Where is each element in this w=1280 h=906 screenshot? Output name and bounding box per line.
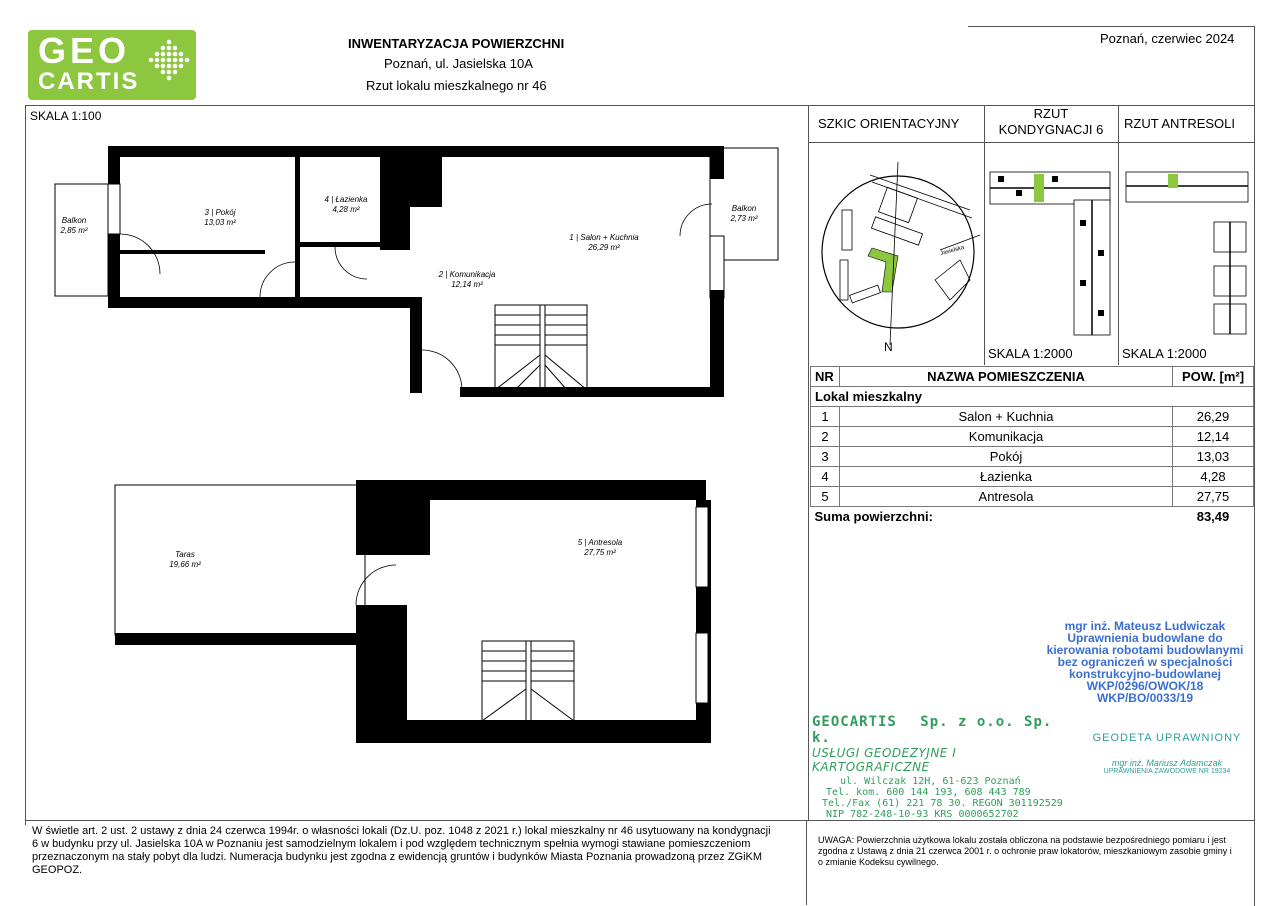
plan-divider [808,105,809,820]
left-rule [25,105,26,825]
panel-title-mezz: RZUT ANTRESOLI [1124,116,1236,131]
logo-dots-icon [144,38,194,94]
rooms-table [810,366,1254,526]
panel-title-floor: RZUT KONDYGNACJI 6 [998,106,1104,137]
room-label-balkon-1: Balkon 2,85 m² [60,216,88,235]
scale-label: SKALA 1:100 [30,109,102,123]
table-row [811,407,1254,427]
room-label-komunikacja: 2 | Komunikacja 12,14 m² [438,270,496,289]
stamp-line: bez ograniczeń w specjalności [1057,655,1233,669]
table-cell-area: 26,29 [1173,407,1254,427]
table-cell-name: Salon + Kuchnia [840,407,1173,427]
date-box-rule [968,26,1255,27]
stamp-line: mgr inż. Mateusz Ludwiczak [1064,619,1226,633]
company-legal: Sp. z o.o. Sp. k. [812,714,1053,746]
stamp-line: Uprawnienia budowlane do [1067,631,1223,645]
place-date: Poznań, czerwiec 2024 [1100,31,1235,46]
table-cell-name: Łazienka [840,467,1173,487]
table-sum-label: Suma powierzchni: [814,509,933,524]
table-header-row [811,367,1254,387]
table-sum-row [811,507,1254,527]
document-title: INWENTARYZACJA POWIERZCHNI [348,36,565,51]
table-header-name: NAZWA POMIESZCZENIA [840,367,1173,387]
surveyor-name: mgr inż. Mariusz Adamczak [1111,758,1223,768]
logo-text-geo: GEO [38,30,131,71]
stamp-line: WKP/BO/0033/19 [1096,691,1194,705]
table-cell-area: 13,03 [1173,447,1254,467]
room-label-pokoj: 3 | Pokój 13,03 m² [204,208,236,227]
room-label-taras: Taras 19,66 m² [169,550,201,569]
document-address: Poznań, ul. Jasielska 10A [384,56,533,71]
footer-legal-note: W świetle art. 2 ust. 2 ustawy z dnia 24 czerwca 1994r. o własności lokali (Dz.U. poz. 1048 z 2021 r.) lokal mieszkalny nr 46 usytuowany na kondygnacji 6 w budynku przy ul. Jasielska 10A w Poznaniu jest samodzielnym lokalem i pod względem technicznym spełnia wymogi stawiane pomieszczeniom przeznaczonym na stały pobyt dla ludzi. Numeracja budynku jest zgodna z ewidencją gruntów i budynków Miasta Poznania prowadzoną przez ZGiKM GEOPOZ. [32,825,771,876]
stamp-line: WKP/0296/OWOK/18 [1086,679,1204,693]
table-row [811,467,1254,487]
orientation-sketch [810,150,982,360]
scale-mezz: SKALA 1:2000 [1122,346,1207,361]
surveyor-license: UPRAWNIENIA ZAWODOWE NR 19234 [1103,768,1231,775]
floor-plan-lower [110,475,720,750]
table-group-label: Lokal mieszkalny [811,387,1254,407]
stamp-line: kierowania robotami budowlanymi [1046,643,1244,657]
panels-top-rule [808,142,1255,143]
panels-divider-1 [984,105,985,365]
header-frame [25,26,1255,106]
north-label: N [884,340,893,354]
table-cell-nr: 5 [811,487,840,507]
table-cell-name: Pokój [840,447,1173,467]
stamp-line: konstrukcyjno-budowlanej [1068,667,1221,681]
floor-plan-upper [40,140,800,410]
scale-floor: SKALA 1:2000 [988,346,1073,361]
room-label-lazienka: 4 | Łazienka 4,28 m² [324,195,368,214]
street-label: Jasielska [939,244,966,258]
surveyor-stamp [1080,732,1254,775]
table-cell-nr: 4 [811,467,840,487]
logo [28,30,196,100]
table-cell-area: 4,28 [1173,467,1254,487]
table-header-area: POW. [m²] [1173,367,1254,387]
table-cell-area: 12,14 [1173,427,1254,447]
table-row [811,487,1254,507]
table-cell-area: 27,75 [1173,487,1254,507]
company-nip: NIP 782-248-10-93 KRS 0000652702 [826,809,1019,820]
company-block [812,714,1072,820]
document-subtitle: Rzut lokalu mieszkalnego nr 46 [366,78,547,93]
room-label-salon: 1 | Salon + Kuchnia 26,29 m² [569,233,639,252]
surveyor-title: GEODETA UPRAWNIONY [1092,732,1242,744]
right-rule [1254,26,1255,906]
room-label-antresola: 5 | Antresola 27,75 m² [577,538,623,557]
engineer-stamp [1040,620,1250,704]
panels-divider-2 [1118,105,1119,365]
company-fax: Tel./Fax (61) 221 78 30. REGON 301192529 [822,798,1063,809]
table-cell-name: Antresola [840,487,1173,507]
footer-remark: UWAGA: Powierzchnia użytkowa lokalu została obliczona na podstawie bezpośredniego pomiaru i jest zgodna z Ustawą z dnia 21 czerwca 2001 r. o ochronie praw lokatorów, mieszkaniowym zasobie gminy i o zmianie Kodeksu cywilnego. [818,835,1232,867]
table-row [811,447,1254,467]
company-phone: Tel. kom. 600 144 193, 608 443 789 [826,787,1031,798]
company-name-line [812,714,1072,746]
table-row [811,427,1254,447]
logo-text-cartis: CARTIS [38,68,140,95]
footer-top-rule [25,820,1255,821]
room-label-balkon-2: Balkon 2,73 m² [730,204,758,223]
table-sum-value: 83,49 [1196,509,1230,524]
table-cell-name: Komunikacja [840,427,1173,447]
panel-title-sketch: SZKIC ORIENTACYJNY [818,116,960,131]
company-services: USŁUGI GEODEZYJNE I KARTOGRAFICZNE [812,746,957,774]
table-group-row [811,387,1254,407]
table-cell-nr: 3 [811,447,840,467]
footer-divider [806,820,807,905]
company-name: GEOCARTIS [812,714,897,730]
table-header-nr: NR [811,367,840,387]
table-cell-nr: 1 [811,407,840,427]
mezz-mini-plan [1122,170,1252,338]
company-address: ul. Wilczak 12H, 61-623 Poznań [840,776,1021,787]
table-cell-nr: 2 [811,427,840,447]
floor-mini-plan [988,170,1116,338]
